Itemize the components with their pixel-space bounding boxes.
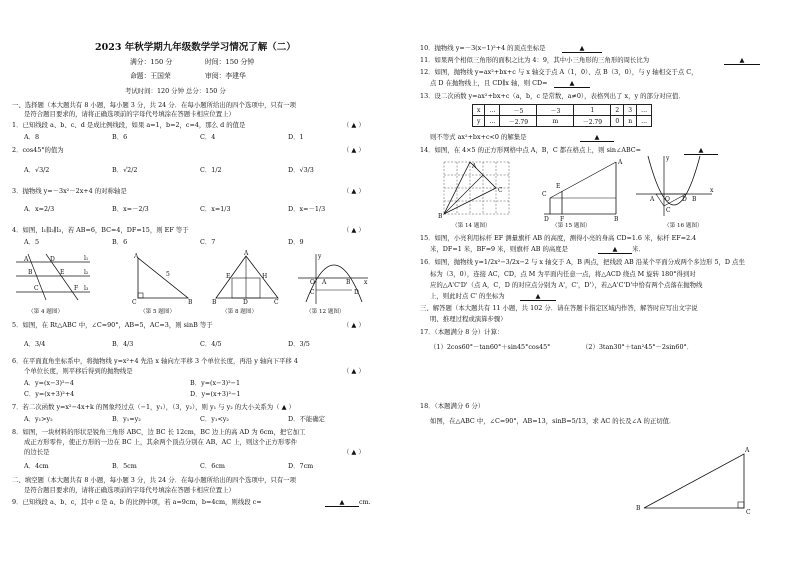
q1-option-b: B．6	[112, 133, 128, 141]
question-18-text: 如图，在△ABC 中，∠C=90°，AB=13，sinB=5/13，求 AC 的长及∠A 的正切值．	[430, 417, 676, 425]
answer-blank	[598, 245, 645, 254]
answer-mark: ▲	[580, 133, 614, 142]
svg-text:O: O	[310, 279, 315, 286]
svg-text:y: y	[666, 155, 670, 162]
answer-mark: ▲	[520, 292, 556, 301]
answer-mark: （ ▲ ）	[343, 367, 365, 375]
svg-text:l₂: l₂	[84, 269, 89, 276]
q5-option-a: A．3/4	[24, 340, 46, 348]
table-cell: m	[537, 116, 574, 127]
svg-text:x: x	[710, 187, 714, 194]
q1-option-d: D．1	[288, 133, 304, 141]
figure-caption: （第 12 题图）	[306, 309, 345, 315]
question-15: 15．如图，小亮利用标杆 EF 测量旗杆 AB 的高度，测得小亮的身高 CD=1.6 米，标杆 EF=2.4	[420, 234, 697, 242]
table-cell: n	[624, 116, 637, 127]
svg-text:E: E	[556, 183, 561, 190]
q4-option-d: D．9	[288, 238, 304, 246]
q3-option-b: B．x=－2/3	[112, 205, 149, 213]
question-1: 1．已知线段 a、b、c、d 是成比例线段，如果 a=1，b=2，c=4，那么 d 的值是	[12, 121, 246, 129]
q8-option-b: B．5cm	[112, 462, 137, 470]
answer-mark: （ ▲ ）	[343, 146, 365, 154]
figure-q14	[438, 160, 512, 220]
svg-text:B: B	[438, 213, 443, 220]
svg-text:B: B	[346, 279, 351, 286]
q8-option-c: C．6cm	[200, 462, 225, 470]
q3-option-c: C．x=1/3	[200, 205, 231, 213]
q5-option-c: C．4/5	[200, 340, 222, 348]
question-2: 2．cos45°的值为	[12, 146, 64, 154]
answer-mark: （ ▲ ）	[343, 226, 365, 234]
q6-option-a: A．y=(x−3)²−4	[24, 379, 74, 387]
figure-caption: （第 5 题图）	[140, 309, 176, 315]
question-13-tail: 则不等式 ax²+bx+c<0 的解集是	[430, 133, 527, 141]
table-row-y	[473, 116, 652, 127]
svg-text:A: A	[134, 253, 139, 260]
figure-caption: （第 4 题图）	[28, 309, 64, 315]
q1-option-c: C．4	[200, 133, 216, 141]
q4-option-a: A．5	[24, 238, 40, 246]
q5-option-b: B．4/3	[112, 340, 134, 348]
answer-mark: （ ▲ ）	[343, 321, 365, 329]
svg-text:D: D	[50, 256, 55, 263]
svg-text:B: B	[212, 299, 217, 306]
answer-mark: ▲	[684, 146, 718, 155]
table-cell: x	[473, 105, 485, 116]
table-cell: 2	[611, 105, 624, 116]
right-column	[402, 0, 794, 561]
question-6: 6．在平面直角坐标系中，将抛物线 y=x²+4 先沿 x 轴向左平移 3 个单位长度，再沿 y 轴向下平移 4	[12, 357, 298, 365]
q1-option-a: A．8	[24, 133, 40, 141]
figure-caption: （第 14 题图）	[452, 223, 491, 229]
q13-table	[472, 104, 652, 127]
answer-mark: （ ▲ ）	[343, 187, 365, 195]
figure-q15	[542, 159, 623, 223]
question-17: 17．（本题满分 8 分）计算：	[420, 328, 504, 336]
table-cell: 1	[574, 105, 611, 116]
svg-text:C: C	[132, 299, 137, 306]
q7-option-c: C．y₁<y₂	[200, 415, 229, 423]
svg-text:C: C	[34, 285, 39, 292]
question-8-line-2: 成正方形零件，使正方形的一边在 BC 上，其余两个顶点分别在 AB、AC 上，则这个正方形零件	[24, 438, 298, 446]
q4-option-b: B．6	[112, 238, 128, 246]
question-11: 11．如果两个相似三角形的面积之比为 4：9，其中小三角形的三角形的周长比为	[420, 56, 650, 64]
score-label: 满分：150 分	[130, 58, 173, 66]
svg-text:E: E	[60, 269, 65, 276]
q7-option-a: A．y₁>y₂	[24, 415, 53, 423]
answer-mark: ▲	[554, 79, 590, 88]
svg-text:D: D	[243, 299, 248, 306]
reviewer-label: 审阅：李建华	[205, 72, 246, 80]
answer-mark: （ ▲ ）	[343, 121, 365, 129]
svg-text:B: B	[636, 505, 641, 512]
q3-option-a: A．x=2/3	[24, 205, 55, 213]
table-cell: 3	[624, 105, 637, 116]
answer-mark: ▲	[724, 56, 760, 65]
question-3: 3．抛物线 y=－3x²－2x+4 的对称轴是	[12, 187, 127, 195]
svg-text:D: D	[354, 289, 359, 296]
table-cell: …	[485, 116, 500, 127]
svg-text:H: H	[262, 273, 268, 280]
question-16-line-4: 上，则此时点 C' 的坐标为	[430, 292, 505, 300]
svg-text:A: A	[745, 447, 750, 454]
svg-text:C: C	[274, 299, 279, 306]
question-12-line-2: 点 D 在抛物线上，且 CD∥x 轴，则 CD=	[430, 79, 548, 87]
figure-q8	[212, 250, 282, 306]
table-cell: …	[485, 105, 500, 116]
svg-text:B: B	[614, 216, 619, 223]
question-6-line-2: 个单位长度，则平移后得到的抛物线是	[24, 367, 133, 375]
svg-text:5: 5	[166, 271, 170, 278]
table-cell: y	[473, 116, 485, 127]
figure-q4	[16, 252, 92, 304]
question-18: 18．（本题满分 6 分）	[420, 402, 485, 410]
q8-option-d: D．7cm	[288, 462, 314, 470]
table-cell: －2.79	[500, 116, 537, 127]
svg-text:A: A	[618, 159, 623, 166]
question-16-line-2: 标为（3，0），连接 AC，CD，点 M 为平面内任意一点，将△ACD 绕点 M 旋转 180°得到对	[430, 270, 696, 278]
q6-option-c: C．y=(x+3)²+4	[24, 390, 75, 398]
question-16-line-3: 应的△A'C'D'（点 A，C，D 的对应点分别为 A'，C'，D'），若△A'C'D'中恰有两个点落在抛物线	[430, 281, 703, 289]
section-2-title-2: 是符合题目要求的，请将正确选项前的字母代号填涂在答题卡相应位置上）	[24, 486, 235, 494]
svg-text:D: D	[682, 196, 687, 203]
q2-option-d: D．√3/3	[288, 166, 314, 174]
exam-info: 考试时间：120 分钟 总分：150 分	[125, 87, 226, 95]
svg-text:O: O	[665, 196, 670, 203]
figure-q18	[636, 446, 756, 516]
q15-unit: 米．	[632, 245, 645, 253]
svg-text:A: A	[472, 163, 477, 170]
svg-text:C: C	[310, 289, 315, 296]
svg-text:A: A	[322, 279, 327, 286]
question-13: 13．设二次函数 y=ax²+bx+c（a，b，c 是常数，a≠0），表格列出了 x，y 的部分对应值．	[420, 92, 685, 100]
question-16: 16．如图，抛物线 y=1/2x²−3/2x−2 与 x 轴交于 A，B 两点，把线段 AB 沿某个平面分成两个多边形 5，D 点坐	[420, 258, 745, 266]
question-17-part-1: （1）2cos60°－tan60°＋sin45°cos45°	[430, 343, 551, 351]
author-label: 命题：王国荣	[130, 72, 171, 80]
table-cell: －2.79	[574, 116, 611, 127]
q2-option-b: B．√2/2	[112, 166, 138, 174]
q7-option-b: B．y₁=y₂	[112, 415, 141, 423]
svg-text:y: y	[318, 253, 322, 260]
q6-option-b: B．y=(x−3)²−1	[190, 379, 241, 387]
figure-q5	[128, 254, 198, 306]
table-cell: …	[637, 105, 652, 116]
table-cell: －5	[500, 105, 537, 116]
question-5: 5．如图，在 Rt△ABC 中，∠C=90°，AB=5，AC=3，则 sinB 等于	[12, 321, 213, 329]
question-14: 14．如图，在 4×5 的正方形网格中点 A，B，C 都在格点上，则 sin∠ABC=	[420, 146, 642, 154]
question-10: 10．抛物线 y=－3(x−1)²+4 的顶点坐标是	[420, 44, 546, 52]
table-cell: 0	[611, 116, 624, 127]
svg-text:E: E	[226, 273, 231, 280]
answer-blank	[325, 498, 371, 507]
answer-mark: ▲	[562, 44, 602, 53]
section-3-title: 三、解答题（本大题共有 11 小题，共 102 分．请在答题卡指定区域内作答，解答时应写出文字说	[420, 304, 698, 312]
svg-text:A: A	[24, 256, 29, 263]
figure-caption: （第 8 题图）	[222, 309, 258, 315]
table-row-x	[473, 105, 652, 116]
page-title: 2023 年秋学期九年级数学学习情况了解（二）	[95, 42, 296, 53]
q8-option-a: A．4cm	[24, 462, 49, 470]
question-12: 12．如图，抛物线 y=ax²+bx+c 与 x 轴交于点 A（1，0）、点 B（3，0），与 y 轴相交于点 C，	[420, 68, 698, 76]
q3-option-d: D．x=－1/3	[288, 205, 326, 213]
q2-option-c: C．1/2	[200, 166, 222, 174]
question-15-line-2: 米，DF=1 米，BF=9 米，则旗杆 AB 的高度是	[430, 245, 569, 253]
q2-option-a: A．√3/2	[24, 166, 50, 174]
q4-option-c: C．7	[200, 238, 216, 246]
svg-text:B: B	[692, 196, 697, 203]
question-17-part-2: （2）3tan30°＋tan²45°－2sin60°．	[582, 343, 694, 351]
q6-option-d: D．y=(x+3)²−1	[190, 390, 241, 398]
svg-text:A: A	[244, 250, 249, 257]
answer-mark: ▲	[325, 498, 359, 507]
svg-text:C: C	[542, 191, 547, 198]
svg-text:C: C	[746, 509, 751, 516]
answer-mark: ▲	[598, 245, 632, 254]
section-1-title-2: 是符合题目要求的，请将正确选项前的字母代号填涂在答题卡相应位置上）	[24, 110, 235, 118]
svg-text:D: D	[544, 216, 549, 223]
svg-text:A: A	[650, 196, 655, 203]
table-cell: …	[637, 116, 652, 127]
section-2-title: 二、填空题（本大题共有 8 小题，每小题 3 分，共 24 分．在每小题所给出的四个选项中，只有一项	[12, 476, 297, 484]
svg-text:x: x	[364, 279, 368, 286]
svg-text:B: B	[28, 269, 33, 276]
svg-text:F: F	[560, 216, 565, 223]
svg-text:l₃: l₃	[84, 285, 89, 292]
question-8: 8．如图，一块材料的形状是锐角三角形 ABC，边 BC 长 12cm，BC 边上的高 AD 为 6cm，把它加工	[12, 428, 306, 436]
figure-q16	[634, 154, 716, 218]
svg-text:C: C	[498, 187, 503, 194]
figure-caption: （第 15 题图）	[552, 223, 591, 229]
q9-unit: cm.	[359, 498, 371, 506]
q5-option-d: D．3/5	[288, 340, 310, 348]
question-7: 7．若二次函数 y=x²−4x+k 的图象经过点（−1，y₁），（3，y₂），则 y₁ 与 y₂ 的大小关系为（ ▲ ）	[12, 403, 295, 411]
table-cell: －3	[537, 105, 574, 116]
q7-option-d: D．不能确定	[288, 415, 326, 423]
question-9: 9．已知线段 a、b、c，其中 c 是 a、b 的比例中项，若 a=9cm，b=4cm，则线段 c=	[12, 498, 262, 506]
time-label: 时间：150 分钟	[205, 58, 255, 66]
section-3-title-2: 明、推理过程或演算步骤）	[430, 315, 507, 323]
section-1-title: 一、选择题（本大题共有 8 小题，每小题 3 分，共 24 分．在每小题所给出的四个选项中，只有一项	[12, 101, 297, 109]
question-8-line-3: 的边长是	[24, 448, 50, 456]
svg-text:F: F	[74, 285, 79, 292]
svg-text:C: C	[666, 207, 671, 214]
answer-mark: （ ▲ ）	[343, 448, 365, 456]
svg-text:l₁: l₁	[84, 255, 89, 262]
figure-caption: （第 16 题图）	[664, 223, 703, 229]
question-4: 4．如图，l₁∥l₂∥l₃，若 AB=6，BC=4，DF=15，则 EF 等于	[12, 226, 189, 234]
svg-text:B: B	[188, 299, 193, 306]
figure-q12	[296, 252, 370, 306]
